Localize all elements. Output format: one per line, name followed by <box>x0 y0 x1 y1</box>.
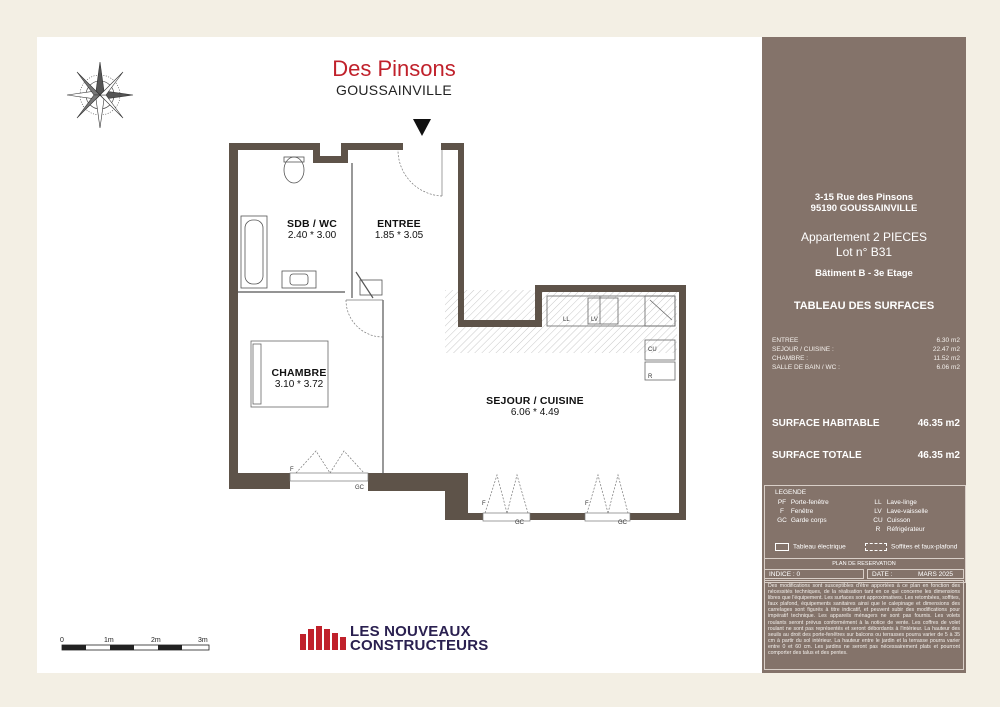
brand-logo-icon <box>300 626 346 650</box>
surface-totale <box>772 450 960 461</box>
scale-tick-2: 2m <box>151 637 161 644</box>
room-sejour <box>465 395 605 418</box>
label-gc-3: GC <box>618 520 627 526</box>
legend-item: LV Lave-vaisselle <box>874 508 928 515</box>
label-gc-2: GC <box>515 520 524 526</box>
room-sejour-name: SEJOUR / CUISINE <box>486 395 584 407</box>
scale-tick-1: 1m <box>104 637 114 644</box>
indice: INDICE : 0 <box>764 569 864 579</box>
legend-item: LL Lave-linge <box>874 499 917 506</box>
compass-rose-icon <box>67 62 133 128</box>
date-label: DATE : <box>872 571 893 578</box>
room-sdb-dims: 2.40 * 3.00 <box>287 230 337 241</box>
surface-row-value: 6.30 m2 <box>936 337 960 344</box>
label-f-3: F <box>585 501 589 507</box>
legend-tableau: Tableau électrique <box>775 543 846 551</box>
room-chambre-dims: 3.10 * 3.72 <box>274 379 324 390</box>
legend-item: R Réfrigérateur <box>875 526 925 533</box>
room-sdb <box>270 218 354 241</box>
surface-row-value: 11.52 m2 <box>933 355 960 362</box>
legend-item: F Fenêtre <box>780 508 814 515</box>
apartment-lot: Lot n° B31 <box>835 245 893 259</box>
surface-row-label: SEJOUR / CUISINE : <box>772 346 834 353</box>
index-date-row <box>764 569 964 580</box>
room-entree-name: ENTREE <box>377 218 421 230</box>
room-entree <box>357 218 441 241</box>
surface-row-label: SALLE DE BAIN / WC : <box>772 364 840 371</box>
date-value: MARS 2025 <box>918 571 954 578</box>
surface-row-value: 22.47 m2 <box>932 346 960 353</box>
surface-row <box>772 355 960 362</box>
surface-row <box>772 364 960 371</box>
apartment-type: Appartement 2 PIECES <box>800 230 928 244</box>
surface-habitable <box>772 418 960 429</box>
legend-item: PF Porte-fenêtre <box>777 499 829 506</box>
legend-item: CU Cuisson <box>873 517 911 524</box>
address-line-2: 95190 GOUSSAINVILLE <box>810 203 918 214</box>
tableau-electrique-icon <box>775 543 789 551</box>
label-lv: LV <box>591 317 598 323</box>
surface-row <box>772 346 960 353</box>
project-city: GOUSSAINVILLE <box>336 82 452 98</box>
label-f-1: F <box>290 467 294 473</box>
soffites-icon <box>865 543 887 551</box>
project-name: Des Pinsons <box>332 56 456 81</box>
plan-reservation: PLAN DE RESERVATION <box>764 558 964 569</box>
address <box>762 192 966 214</box>
legend-item: GC Garde corps <box>777 517 827 524</box>
surface-habitable-label: SURFACE HABITABLE <box>772 418 880 429</box>
address-line-1: 3-15 Rue des Pinsons <box>814 192 914 203</box>
room-sejour-dims: 6.06 * 4.49 <box>510 407 560 418</box>
surface-row <box>772 337 960 344</box>
room-sdb-name: SDB / WC <box>286 218 337 230</box>
label-cu: CU <box>648 347 657 353</box>
scale-bar <box>62 645 209 650</box>
building-floor: Bâtiment B - 3e Etage <box>815 268 913 279</box>
brand-name <box>350 625 488 653</box>
room-entree-dims: 1.85 * 3.05 <box>374 230 424 241</box>
label-ll: LL <box>563 317 570 323</box>
room-chambre-name: CHAMBRE <box>271 367 327 379</box>
bedroom-door[interactable] <box>346 300 383 337</box>
partitions <box>238 163 383 474</box>
entrance-door[interactable] <box>398 150 442 196</box>
scale-tick-3: 3m <box>198 637 208 644</box>
surface-row-label: CHAMBRE : <box>772 355 809 362</box>
date-box <box>867 569 964 579</box>
entrance-arrow-icon <box>413 119 431 136</box>
room-chambre <box>257 367 341 390</box>
apartment-info <box>762 230 966 260</box>
surfaces-title: TABLEAU DES SURFACES <box>793 300 935 312</box>
surface-habitable-value: 46.35 m2 <box>917 418 960 429</box>
surface-row-label: ENTREE <box>772 337 799 344</box>
surface-row-value: 6.06 m2 <box>936 364 960 371</box>
legend-title: LEGENDE <box>775 489 807 496</box>
brand-line-2: CONSTRUCTEURS <box>350 637 489 654</box>
legal-notice: Des modifications sont susceptibles d'être apportées à ce plan en fonction des nécessités techniques, de la réalisation tant en ce qui concerne les dimensions libres que l'équipement. Les surfaces sont approximatives. Les retombées, soffites, faux plafond, équipements sanitaires ainsi que le calepinage et dimensions des carrelages sont figurés à titre indicatif, et peuvent subir des modifications pour impératif technique. Les appareils ménagers ne sont pas fournis. Les volets roulants seront prévus conformément à la notice de vente. Les coffres de volet roulant ne sont pas représentés et seront débordants à l'intérieur. La hauteur des seuils au droit des porte-fenêtres sur balcons ou terrasses pourra varier de 5 à 35 cm à partir du sol intérieur. La hauteur entre le jardin et la terrasse pourra varier entre 0 et 60 cm. Les jardins ne seront pas nécessairement plats et pourront comporter des talus et des pentes. <box>764 580 964 670</box>
label-f-2: F <box>482 501 486 507</box>
brand-line-1: LES NOUVEAUX <box>350 623 471 640</box>
legend-soffites: Soffites et faux-plafond <box>865 543 957 551</box>
label-r: R <box>648 374 653 380</box>
surface-totale-value: 46.35 m2 <box>917 450 960 461</box>
scale-tick-0: 0 <box>60 637 64 644</box>
label-gc-1: GC <box>355 485 364 491</box>
surface-totale-label: SURFACE TOTALE <box>772 450 862 461</box>
